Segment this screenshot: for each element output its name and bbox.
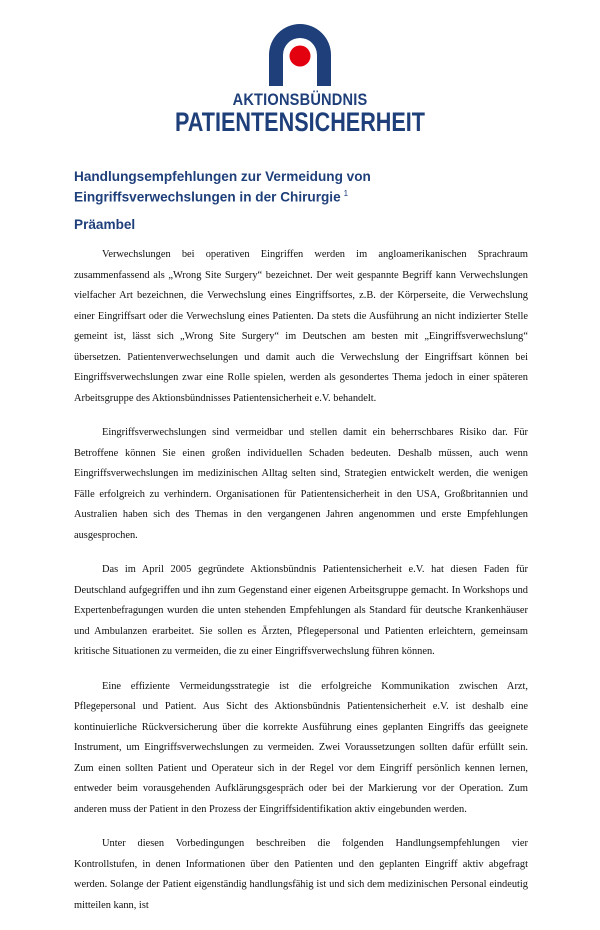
logo-text-line2: PATIENTENSICHERHEIT bbox=[174, 107, 426, 137]
title-line-2: Eingriffsverwechslungen in der Chirurgie bbox=[74, 189, 341, 205]
logo-text-line1: AKTIONSBÜNDNIS bbox=[232, 90, 368, 109]
header-logo bbox=[0, 0, 600, 150]
document-body bbox=[74, 245, 528, 930]
footnote-marker: 1 bbox=[343, 189, 349, 198]
title-line-1: Handlungsempfehlungen zur Vermeidung von bbox=[74, 169, 371, 184]
paragraph: Das im April 2005 gegründete Aktionsbündnis Patientensicherheit e.V. hat diesen Faden für Deutschland aufgegriffen und ihn zum Gegenstand einer eigenen Arbeitsgruppe gemacht. In Workshops und Expertenbefragungen wurden die unten stehenden Empfehlungen als Standard für deutsche Krankenhäuser und Ambulanzen erarbeitet. Sie sollen es Ärzten, Pflegepersonal und Patienten erleichtern, gemeinsam kritische Situationen zu vermeiden, die zu einer Eingriffsverwechslung führen können. bbox=[74, 564, 528, 657]
document-title bbox=[74, 168, 544, 206]
paragraph: Verwechslungen bei operativen Eingriffen werden im angloamerikanischen Sprachraum zusammenfassend als „Wrong Site Surgery“ bezeichnet. Der weit gespannte Begriff kann Verwechslungen vielfacher Art bezeichnen, die Verwechslung eines Eingriffsortes, z.B. der Körperseite, die Verwechslung einer Eingriffsart oder die Verwechslung eines Patienten. Da stets die Ausführung an nicht indizierter Stelle gemeint ist, lässt sich „Wrong Site Surgery“ im Deutschen am besten mit „Eingriffsverwechslung“ übersetzen. Patientenverwechselungen und damit auch die Verwechslung der Eingriffsart können bei Eingriffsverwechslungen zwar eine Rolle spielen, werden als gesondertes Thema jedoch in einer späteren Arbeitsgruppe des Aktionsbündnisses Patientensicherheit e.V. behandelt. bbox=[74, 249, 528, 404]
paragraph: Eingriffsverwechslungen sind vermeidbar und stellen damit ein beherrschbares Risiko dar. Für Betroffene können Sie einen großen individuellen Schaden bedeuten. Deshalb müssen, auch wenn Eingriffsverwechslungen im medizinischen Alltag selten sind, Strategien entwickelt werden, die wenigen Fälle erfolgreich zu verhindern. Organisationen für Patientensicherheit in den USA, Großbritannien und Australien haben sich des Themas in den vergangenen Jahren angenommen und erste Empfehlungen ausgesprochen. bbox=[74, 427, 528, 541]
section-heading: Präambel bbox=[74, 217, 136, 232]
logo-emblem-icon bbox=[269, 24, 331, 86]
paragraph: Unter diesen Vorbedingungen beschreiben die folgenden Handlungsempfehlungen vier Kontrollstufen, in denen Informationen über den Patienten und den geplanten Eingriff aktiv abgefragt werden. Solange der Patient eigenständig handlungsfähig ist und sich dem medizinischen Personal eindeutig mitteilen kann, ist bbox=[74, 838, 528, 911]
paragraph: Eine effiziente Vermeidungsstrategie ist die erfolgreiche Kommunikation zwischen Arzt, Pflegepersonal und Patient. Aus Sicht des Aktionsbündnis Patientensicherheit e.V. ist deshalb eine kontinuierliche Rückversicherung über die korrekte Ausführung eines geplanten Eingriffs das geeignete Instrument, um Eingriffsverwechslungen zu vermeiden. Zwei Voraussetzungen sollten dafür erfüllt sein. Zum einen sollten Patient und Operateur sich in der Regel vor dem Eingriff persönlich kennen lernen, entweder beim vorausgehenden Aufklärungsgespräch oder bei der Markierung vor der Operation. Zum anderen muss der Patient in den Prozess der Eingriffsidentifikation aktiv eingebunden werden. bbox=[74, 680, 528, 815]
